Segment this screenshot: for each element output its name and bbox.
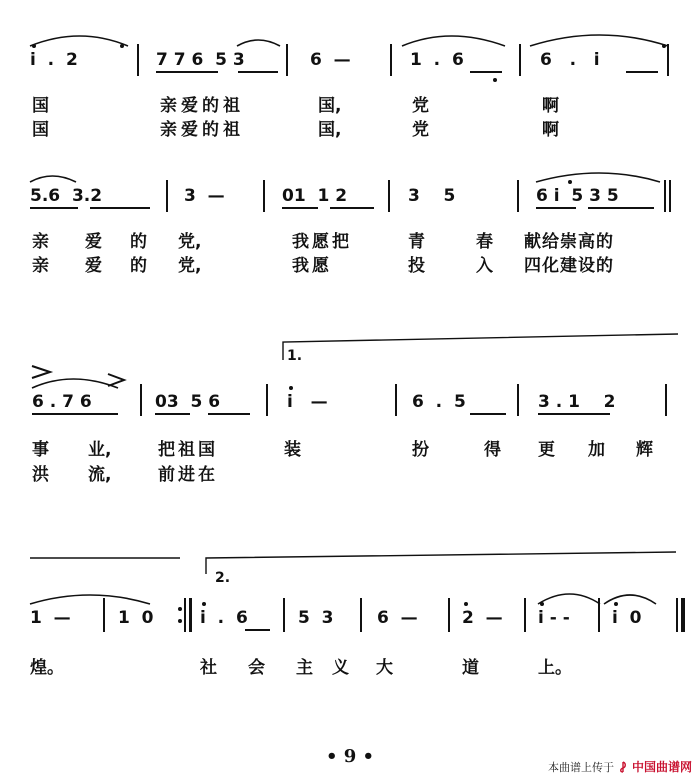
lyric: 爱	[85, 232, 102, 252]
lyric: 道	[462, 658, 479, 678]
slur	[604, 595, 656, 604]
measure-3-notes: 01 1 2	[282, 186, 348, 206]
lyric: 亲爱的祖	[160, 96, 244, 116]
measure-5-notes: 6 i 5 3 5	[536, 186, 619, 206]
lyric: 会	[248, 658, 265, 678]
measure-3-notes: i —	[287, 392, 328, 412]
lyric: 的	[130, 232, 147, 252]
watermark	[548, 758, 692, 775]
lyric: 更	[538, 440, 555, 460]
lyric: 啊	[542, 96, 559, 116]
lyric: 洪	[32, 465, 49, 485]
measure-7-notes: i - -	[538, 608, 570, 628]
lyric: 义	[332, 658, 349, 678]
lyric: 国	[32, 120, 49, 140]
measure-5-notes: 3 . 1 2	[538, 392, 616, 412]
measure-4-notes: 5 3	[298, 608, 334, 628]
measure-5-notes: 6 . i	[540, 50, 600, 70]
lyric: 党,	[178, 232, 202, 252]
treble-clef-icon	[617, 761, 629, 773]
lyric: 亲	[32, 256, 49, 276]
measure-4-notes: 6 . 5	[412, 392, 466, 412]
measure-4-notes: 3 5	[408, 186, 456, 206]
lyric: 国	[32, 96, 49, 116]
watermark-text: 本曲谱上传于	[547, 760, 614, 774]
lyric: 献给崇高的	[524, 232, 614, 252]
lyric: 亲	[32, 232, 49, 252]
measure-1-notes: i . 2	[30, 50, 78, 70]
lyric: 煌。	[30, 658, 64, 678]
lyric: 扮	[412, 440, 429, 460]
lyric: 大	[376, 658, 393, 678]
slur	[30, 176, 76, 182]
measure-3-notes: 6 —	[310, 50, 351, 70]
ending-label: 2.	[215, 570, 231, 586]
page-number: • 9 •	[325, 746, 375, 767]
lyric: 爱	[85, 256, 102, 276]
measure-3-notes: i . 6	[200, 608, 248, 628]
lyric: 把祖国	[158, 440, 218, 460]
slur	[237, 40, 280, 46]
lyric: 啊	[542, 120, 559, 140]
lyric: 党	[412, 120, 429, 140]
watermark-brand[interactable]: 中国曲谱网	[631, 760, 692, 774]
slur	[402, 36, 505, 46]
lyric: 辉	[636, 440, 653, 460]
lyric: 国,	[318, 96, 342, 116]
lyric: 亲爱的祖	[160, 120, 244, 140]
lyric: 四化建设的	[524, 256, 614, 276]
measure-1-notes: 6 . 7 6	[32, 392, 92, 412]
lyric: 流,	[88, 465, 112, 485]
lyric: 业,	[88, 440, 112, 460]
measure-6-notes: 2 —	[462, 608, 503, 628]
lyric: 党	[412, 96, 429, 116]
lyric: 我愿	[292, 256, 332, 276]
measure-2-notes: 7 7 6 5 3	[156, 50, 245, 70]
slur	[30, 36, 128, 46]
lyric: 入	[476, 256, 493, 276]
lyric: 的	[130, 256, 147, 276]
lyric: 青	[408, 232, 425, 252]
lyric: 我愿把	[292, 232, 352, 252]
lyric: 上。	[538, 658, 572, 678]
lyric: 春	[476, 232, 493, 252]
lyric: 投	[408, 256, 425, 276]
measure-8-notes: i 0	[612, 608, 642, 628]
lyric: 国,	[318, 120, 342, 140]
measure-1-notes: 1 —	[30, 608, 71, 628]
lyric: 社	[200, 658, 217, 678]
lyric: 得	[484, 440, 501, 460]
lyric: 事	[32, 440, 49, 460]
slur	[538, 594, 600, 604]
measure-5-notes: 6 —	[377, 608, 418, 628]
lyric: 前进在	[158, 465, 218, 485]
lyric: 主	[296, 658, 313, 678]
slur	[32, 379, 118, 388]
measure-1-notes: 5.6 3.2	[30, 186, 103, 206]
slur	[530, 35, 668, 46]
measure-2-notes: 3 —	[184, 186, 225, 206]
slur	[30, 595, 150, 604]
measure-2-notes: 1 0	[118, 608, 154, 628]
lyric: 装	[284, 440, 301, 460]
measure-4-notes: 1 . 6	[410, 50, 464, 70]
lyric: 加	[588, 440, 605, 460]
ending-label: 1.	[287, 348, 303, 364]
slur	[536, 173, 660, 182]
measure-2-notes: 03 5 6	[155, 392, 221, 412]
lyric: 党,	[178, 256, 202, 276]
